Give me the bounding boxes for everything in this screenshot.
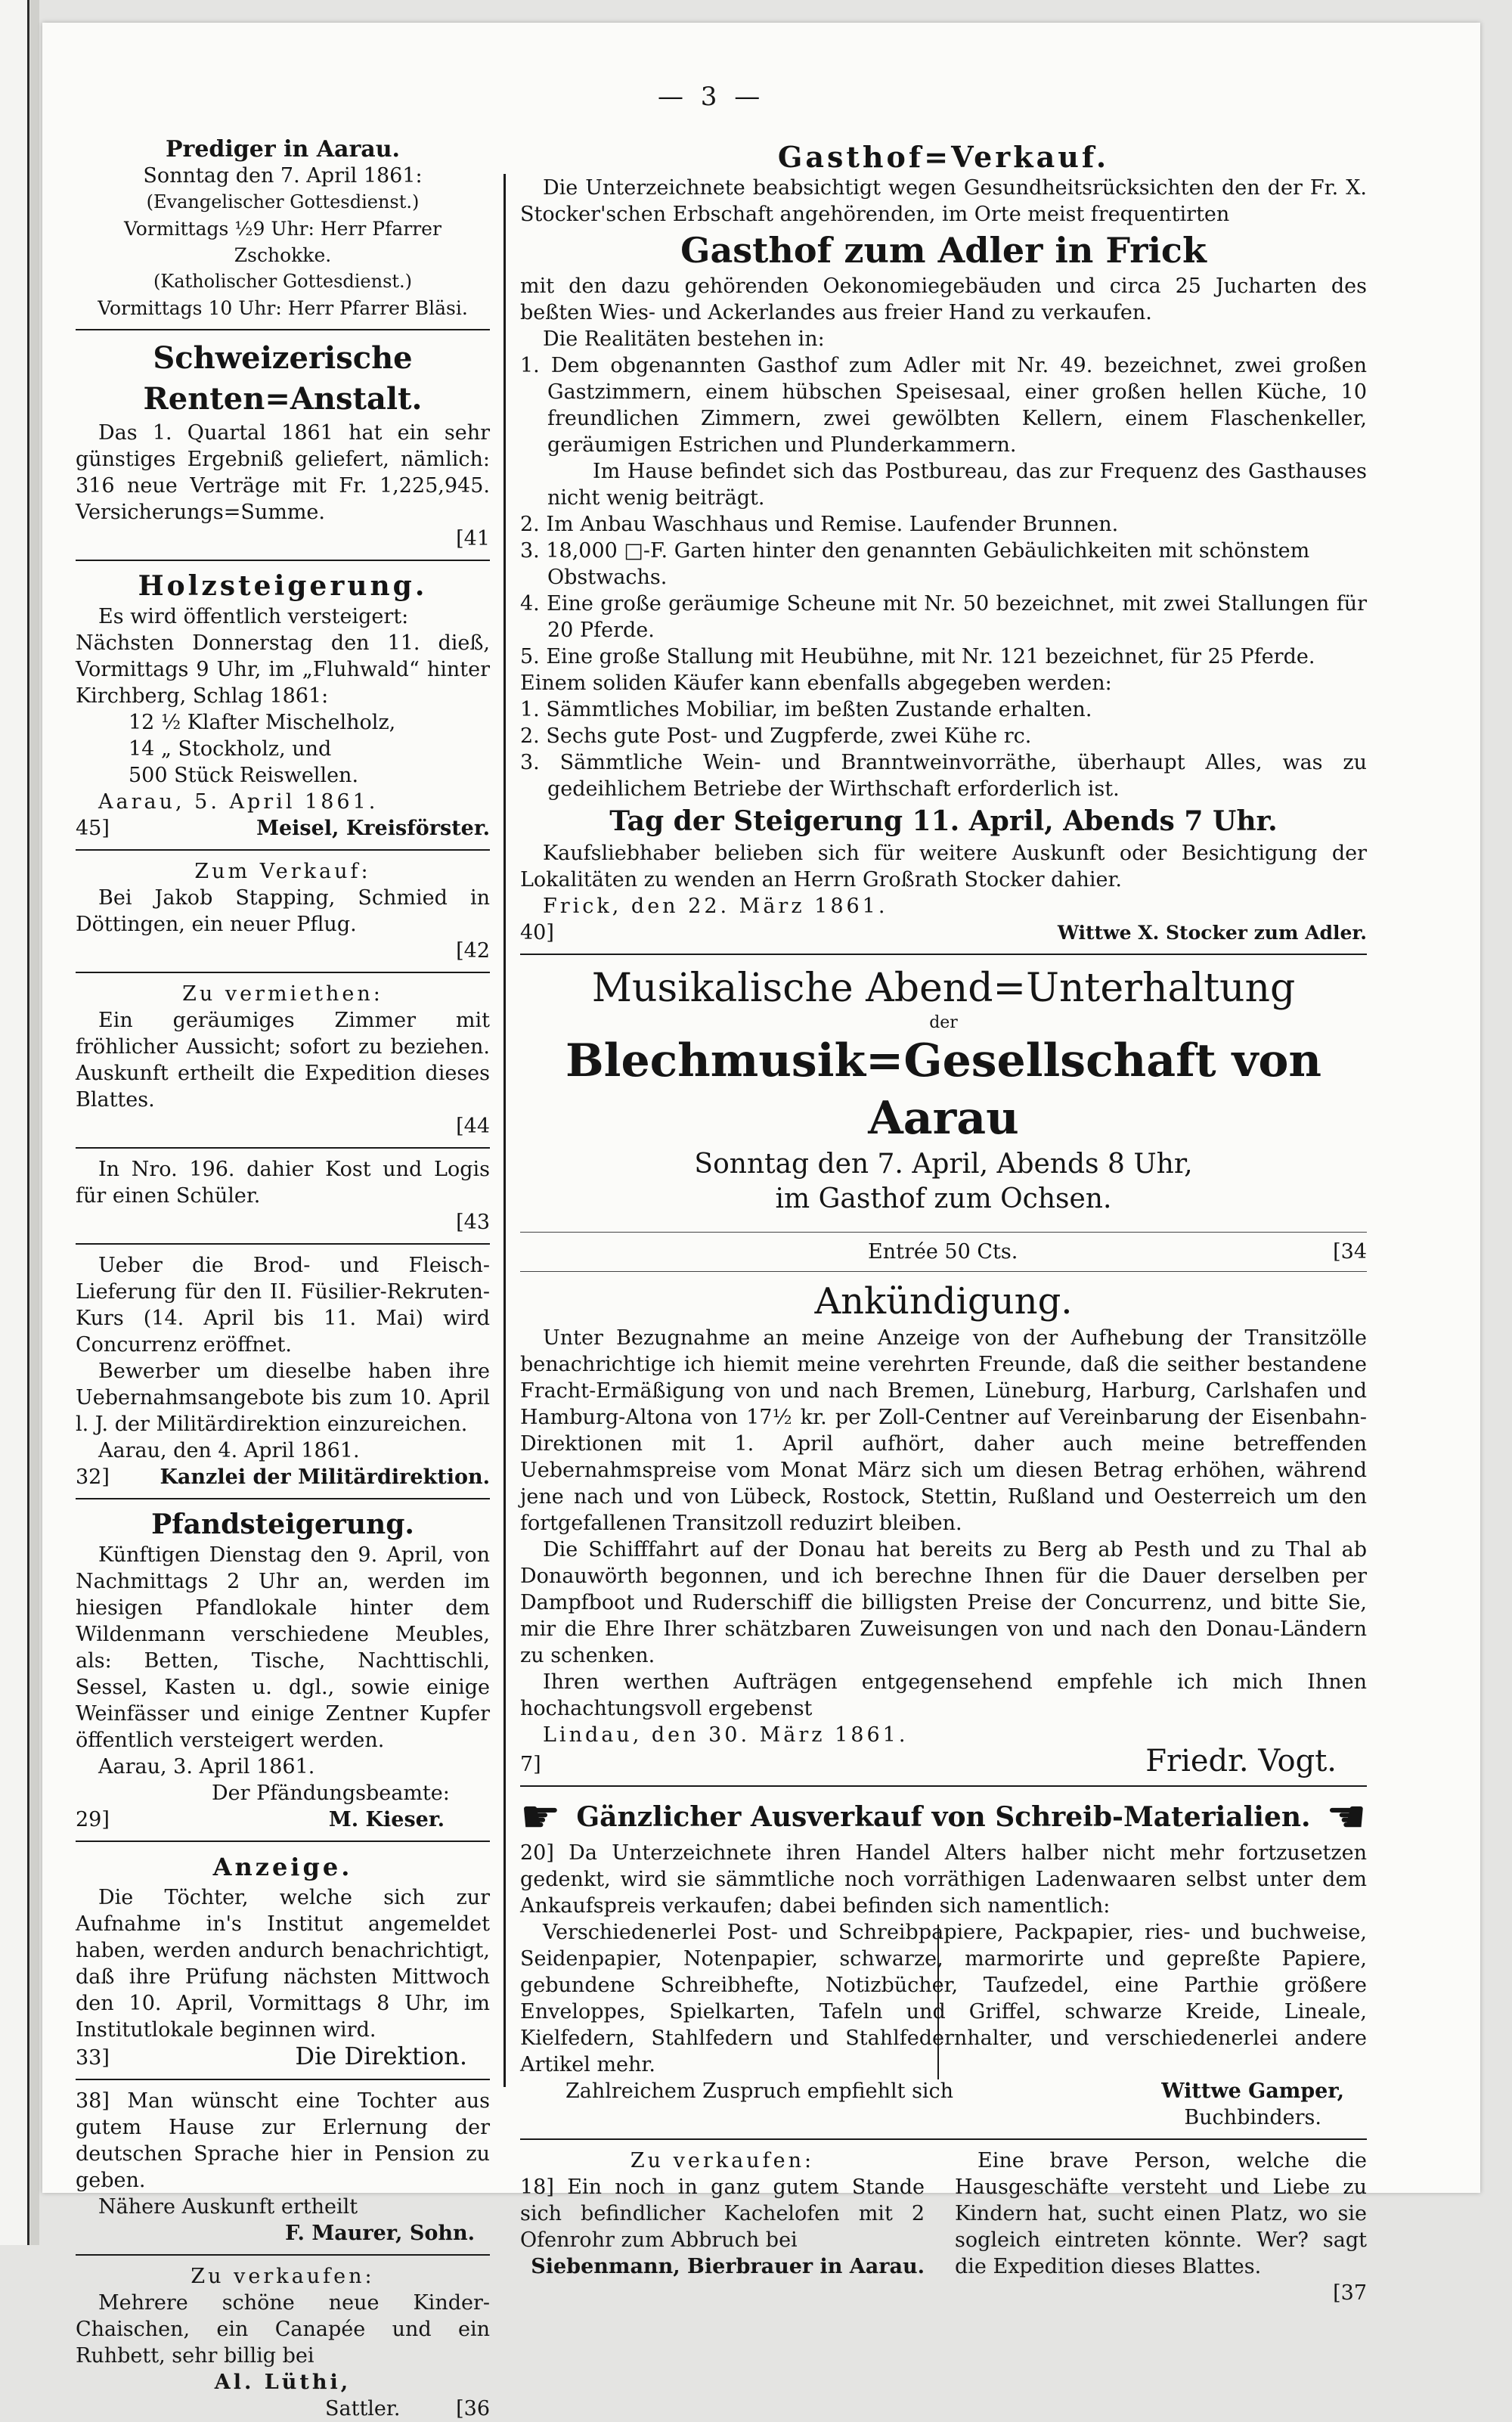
verkauf2-text: Mehrere schöne neue Kinder-Chaischen, ein Canapée und ein Ruhbett, sehr billig bei (76, 2291, 490, 2368)
ankuendigung-num: 7] (520, 1753, 541, 1776)
brod-text: Ueber die Brod- und Fleisch-Lieferung für den II. Füsilier-Rekruten-Kurs (14. April bis 11. Mai) wird Concurrenz eröffnet. (76, 1254, 490, 1357)
verkauf1-title: Zum Verkauf: (194, 860, 371, 883)
pfand-notice (76, 1507, 490, 1833)
anzeige-num: 33] (76, 2046, 110, 2070)
holz-num: 45] (76, 817, 110, 840)
musik-der: der (929, 1013, 958, 1032)
divider (520, 954, 1367, 955)
verkauf2-num: [36 (456, 2397, 490, 2420)
pfand-title: Pfandsteigerung. (151, 1509, 414, 1540)
holz-footer (76, 815, 490, 842)
divider (76, 2079, 490, 2080)
vermiethen-title: Zu vermiethen: (182, 982, 383, 1006)
kost-text: In Nro. 196. dahier Kost und Logis für einen Schüler. (76, 1158, 490, 1208)
gasthof-item: 3. 18,000 □-F. Garten hinter den genannten Gebäulichkeiten mit schönstem Obstwachs. (520, 539, 1310, 589)
pfand-role: Der Pfändungsbeamte: (212, 1782, 450, 1805)
brod-date: Aarau, den 4. April 1861. (98, 1439, 360, 1462)
ausverkauf-title: Gänzlicher Ausverkauf von Schreib-Materialien. (576, 1801, 1311, 1833)
right-column (520, 140, 1367, 2306)
gasthof-footer (520, 919, 1367, 946)
musik-when: Sonntag den 7. April, Abends 8 Uhr, (694, 1149, 1193, 1180)
pfand-text: Künftigen Dienstag den 9. April, von Nachmittags 2 Uhr an, werden im hiesigen Pfandlokale hinter dem Wildenmann verschiedene Meubles, als: Betten, Tische, Nachttischli, Sessel, Kasten u. dgl., sowie einige Weinfässer und einige Zentner Kupfer öffentlich versteigert werden. (76, 1543, 490, 1752)
tochter-text: 38] Man wünscht eine Tochter aus gutem Hause zur Erlernung der deutschen Sprache hier in Pension zu geben. (76, 2089, 490, 2192)
prediger-date: Sonntag den 7. April 1861: (143, 164, 423, 188)
gasthof-title: Gasthof=Verkauf. (777, 140, 1110, 174)
pointing-hand-left-icon: ☛ (1326, 1791, 1367, 1844)
gasthof-text: mit den dazu gehörenden Oekonomiegebäuden und circa 25 Jucharten des beßten Wies- und Ackerlandes aus freier Hand zu verkaufen. (520, 274, 1367, 324)
pfand-footer (76, 1806, 490, 1833)
gasthof-item: 5. Eine große Stallung mit Heubühne, mit Nr. 121 bezeichnet, für 25 Pferde. (520, 645, 1315, 668)
renten-notice (76, 338, 490, 552)
kachelofen-text: 18] Ein noch in ganz gutem Stande sich befindlicher Kachelofen mit 2 Ofenrohr zum Abbruch bei (520, 2175, 925, 2252)
kachelofen-title: Zu verkaufen: (630, 2149, 815, 2172)
holz-intro: Es wird öffentlich versteigert: (98, 605, 409, 628)
vermiethen-num: [44 (456, 1115, 490, 1138)
holz-date: Aarau, 5. April 1861. (98, 790, 379, 814)
ausverkauf-header (520, 1791, 1367, 1844)
ankuendigung-date: Lindau, den 30. März 1861. (543, 1723, 909, 1747)
holz-sign: Meisel, Kreisförster. (256, 817, 490, 840)
ankuendigung-text: Unter Bezugnahme an meine Anzeige von der Aufhebung der Transitzölle benachrichtige ich hiemit meine verehrten Freunde, daß die seither bestandene Fracht-Ermäßigung von und nach Bremen, Lüneburg, Harburg, Carlshafen und Hamburg-Altona von 17½ kr. per Zoll-Centner auf Vereinbarung der Eisenbahn-Direktionen mit 1. April aufhört, daher auch meine betreffenden Uebernahmspreise vom Monat März sich um diesen Betrag erhöhen, während jene nach und von Lübeck, Rostock, Stettin, Rußland und Oesterreich um den fortgefallenen Transitzoll reduzirt bleiben. (520, 1326, 1367, 1535)
musik-num: [34 (1333, 1240, 1367, 1264)
previous-page-edge (0, 0, 29, 2245)
person-text: Eine brave Person, welche die Hausgeschäfte versteht und Liebe zu Kindern hat, sucht einen Platz, wo sie sogleich eintreten könnte. Wer? sagt die Expedition dieses Blattes. (955, 2149, 1367, 2278)
divider (76, 1841, 490, 1842)
gasthof-date: Frick, den 22. März 1861. (543, 895, 888, 918)
gasthof-notice (520, 140, 1367, 946)
left-column (76, 136, 490, 2422)
prediger-evang: (Evangelischer Gottesdienst.) (146, 191, 420, 212)
pfand-sign: M. Kieser. (328, 1808, 445, 1831)
divider (520, 1785, 1367, 1787)
gasthof-intro: Die Unterzeichnete beabsichtigt wegen Gesundheitsrücksichten den der Fr. X. Stocker'schen Erbschaft angehörenden, im Orte meist frequentirten (520, 176, 1367, 226)
verkauf1-notice (76, 858, 490, 964)
gasthof-item2: 1. Sämmtliches Mobiliar, im beßten Zustande erhalten. (520, 698, 1092, 721)
anzeige-sign: Die Direktion. (295, 2042, 467, 2070)
prediger-title: Prediger in Aarau. (165, 136, 400, 163)
verkauf1-text: Bei Jakob Stapping, Schmied in Döttingen, ein neuer Pflug. (76, 886, 490, 936)
ausverkauf-role: Buchbinders. (1184, 2106, 1321, 2129)
gasthof-item: 4. Eine große geräumige Scheune mit Nr. 50 bezeichnet, mit zwei Stallungen für 20 Pferde. (520, 592, 1367, 642)
ausverkauf-notice (520, 1791, 1367, 2131)
anzeige-footer (76, 2043, 490, 2071)
anzeige-notice (76, 1850, 490, 2071)
musik-where: im Gasthof zum Ochsen. (775, 1183, 1112, 1214)
musik-entry: Entrée 50 Cts. (868, 1240, 1018, 1264)
ankuendigung-text3: Ihren werthen Aufträgen entgegensehend empfehle ich mich Ihnen hochachtungsvoll ergebenst (520, 1670, 1367, 1720)
renten-text: Das 1. Quartal 1861 hat ein sehr günstiges Ergebniß geliefert, nämlich: 316 neue Verträge mit Fr. 1,225,945. Versicherungs=Summe. (76, 421, 490, 524)
holz-text: Nächsten Donnerstag den 11. dieß, Vormittags 9 Uhr, im „Fluhwald“ hinter Kirchberg, Schlag 1861: (76, 631, 490, 708)
ausverkauf-footer (520, 2078, 1367, 2104)
divider (520, 2138, 1367, 2140)
person-num: [37 (1333, 2281, 1367, 2305)
brod-text2: Bewerber um dieselbe haben ihre Uebernahmsangebote bis zum 10. April l. J. der Militärdirektion einzureichen. (76, 1360, 490, 1436)
gasthof-buyer: Einem soliden Käufer kann ebenfalls abgegeben werden: (520, 671, 1112, 695)
page-number: — 3 — (658, 82, 765, 112)
gasthof-name: Gasthof zum Adler in Frick (680, 230, 1207, 271)
divider (76, 560, 490, 561)
gasthof-item: 2. Im Anbau Waschhaus und Remise. Laufender Brunnen. (520, 513, 1119, 536)
brod-num: 32] (76, 1465, 110, 1489)
ausverkauf-text2: Verschiedenerlei Post- und Schreibpapiere, Packpapier, ries- und buchweise, Seidenpapier, Notenpapier, schwarze, marmorirte und gepreßte Papiere, gebundene Schreibhefte, Notizbücher, Taufzedel, eine Parthie größere Enveloppes, Spielkarten, Tafeln und Griffel, schwarze Kreide, Lineale, Kielfedern, Stahlfedern und Stahlfedernhalter, und verschiedenerlei andere Artikel mehr. (520, 1921, 1367, 2076)
divider (76, 849, 490, 851)
gasthof-auction: Tag der Steigerung 11. April, Abends 7 Uhr. (609, 805, 1278, 837)
holz-item1: 12 ½ Klafter Mischelholz, (129, 711, 396, 734)
anzeige-title: Anzeige. (212, 1853, 353, 1881)
gasthof-num: 40] (520, 921, 554, 944)
divider (520, 1271, 1367, 1272)
holz-item2: 14 „ Stockholz, und (129, 737, 332, 761)
renten-title: Schweizerische Renten=Anstalt. (143, 340, 423, 417)
prediger-notice (76, 136, 490, 321)
gasthof-sign: Wittwe X. Stocker zum Adler. (1057, 922, 1367, 944)
verkauf2-role: Sattler. (325, 2397, 401, 2420)
ankuendigung-title: Ankündigung. (814, 1280, 1073, 1323)
gasthof-item: 1. Dem obgenannten Gasthof zum Adler mit Nr. 49. bezeichnet, zwei großen Gastzimmern, einem hübschen Speisesaal, einer großen hellen Küche, 10 freundlichen Zimmern, zwei gewölbten Kellern, einem Flaschenkeller, geräumigen Estrichen und Plunderkammern. (520, 354, 1367, 457)
gasthof-item2: 2. Sechs gute Post- und Zugpferde, zwei Kühe rc. (520, 724, 1032, 748)
divider (520, 1232, 1367, 1233)
person-notice (955, 2148, 1367, 2306)
ankuendigung-notice (520, 1278, 1367, 1778)
divider (76, 1147, 490, 1149)
ankuendigung-text2: Die Schifffahrt auf der Donau hat bereits zu Berg ab Pesth und zu Thal ab Donauwörth begonnen, und ich berechne Ihnen für die Dauer derselben per Dampfboot und Ruderschiff die billigsten Preise der Concurrenz, und bitte Sie, mir die Ehre Ihrer schätzbaren Zuweisungen von und nach den Donau-Ländern zu schenken. (520, 1538, 1367, 1667)
brod-notice (76, 1252, 490, 1490)
kachelofen-sign: Siebenmann, Bierbrauer in Aarau. (531, 2255, 925, 2278)
verkauf1-num: [42 (456, 939, 490, 963)
divider (76, 2254, 490, 2256)
verkauf2-sign: Al. Lüthi, (214, 2371, 352, 2394)
pfand-num: 29] (76, 1808, 110, 1831)
binding-shadow (30, 0, 39, 2245)
holz-title: Holzsteigerung. (138, 570, 428, 602)
ausverkauf-text: 20] Da Unterzeichnete ihren Handel Alters halber nicht mehr fortzusetzen gedenkt, wird sie sämmtliche noch vorräthigen Ladenwaaren selbst unter dem Ankaufspreis verkaufen; dabei befinden sich namentlich: (520, 1841, 1367, 1918)
divider (76, 329, 490, 330)
brod-sign: Kanzlei der Militärdirektion. (160, 1465, 490, 1489)
pfand-date: Aarau, 3. April 1861. (98, 1755, 315, 1779)
renten-num: [41 (456, 527, 490, 550)
prediger-kath: (Katholischer Gottesdienst.) (153, 271, 413, 292)
musik-notice (520, 963, 1367, 1265)
ankuendigung-footer (520, 1744, 1367, 1779)
brod-footer (76, 1464, 490, 1490)
gasthof-contact: Kaufsliebhaber belieben sich für weitere Auskunft oder Besichtigung der Lokalitäten zu wenden an Herrn Großrath Stocker dahier. (520, 842, 1367, 892)
pointing-hand-right-icon: ☛ (520, 1791, 561, 1844)
ankuendigung-sign: Friedr. Vogt. (1145, 1744, 1337, 1779)
kost-num: [43 (456, 1211, 490, 1234)
ausverkauf-text3: Zahlreichem Zuspruch empfiehlt sich (565, 2079, 954, 2103)
vermiethen-notice (76, 981, 490, 1140)
holz-notice (76, 569, 490, 842)
verkauf2-title: Zu verkaufen: (191, 2265, 375, 2288)
vermiethen-text: Ein geräumiges Zimmer mit fröhlicher Aussicht; sofort zu beziehen. Auskunft ertheilt die Expedition dieses Blattes. (76, 1009, 490, 1112)
ausverkauf-sign: Wittwe Gamper, (1161, 2079, 1344, 2103)
musik-society: Blechmusik=Gesellschaft von Aarau (565, 1034, 1322, 1145)
verkauf2-footer (76, 2396, 490, 2422)
prediger-kath-time: Vormittags 10 Uhr: Herr Pfarrer Bläsi. (98, 297, 468, 319)
gasthof-item: Im Hause befindet sich das Postbureau, das zur Frequenz des Gasthauses nicht wenig beiträgt. (547, 460, 1367, 510)
prediger-evang-time: Vormittags ½9 Uhr: Herr Pfarrer Zschokke. (124, 218, 442, 266)
holz-item3: 500 Stück Reiswellen. (129, 764, 359, 787)
divider (76, 972, 490, 973)
tochter-sign: F. Maurer, Sohn. (285, 2222, 475, 2245)
verkauf2-notice (76, 2263, 490, 2422)
gasthof-realities: Die Realitäten bestehen in: (543, 327, 825, 351)
divider (76, 1243, 490, 1245)
tochter-notice (76, 2088, 490, 2247)
bottom-notices (520, 2148, 1367, 2306)
column-divider (503, 174, 506, 2087)
divider (76, 1498, 490, 1499)
musik-title: Musikalische Abend=Unterhaltung (591, 966, 1296, 1011)
kost-notice (76, 1156, 490, 1236)
musik-footer (520, 1239, 1367, 1265)
kachelofen-notice (520, 2148, 925, 2306)
gasthof-item2: 3. Sämmtliche Wein- und Branntweinvorräthe, überhaupt Alles, was zu gedeihlichem Betriebe der Wirthschaft erforderlich ist. (520, 751, 1367, 801)
anzeige-text: Die Töchter, welche sich zur Aufnahme in's Institut angemeldet haben, werden andurch benachrichtigt, daß ihre Prüfung nächsten Mittwoch den 10. April, Vormittags 8 Uhr, im Institutlokale beginnen wird. (76, 1886, 490, 2042)
tochter-info: Nähere Auskunft ertheilt (98, 2195, 358, 2219)
